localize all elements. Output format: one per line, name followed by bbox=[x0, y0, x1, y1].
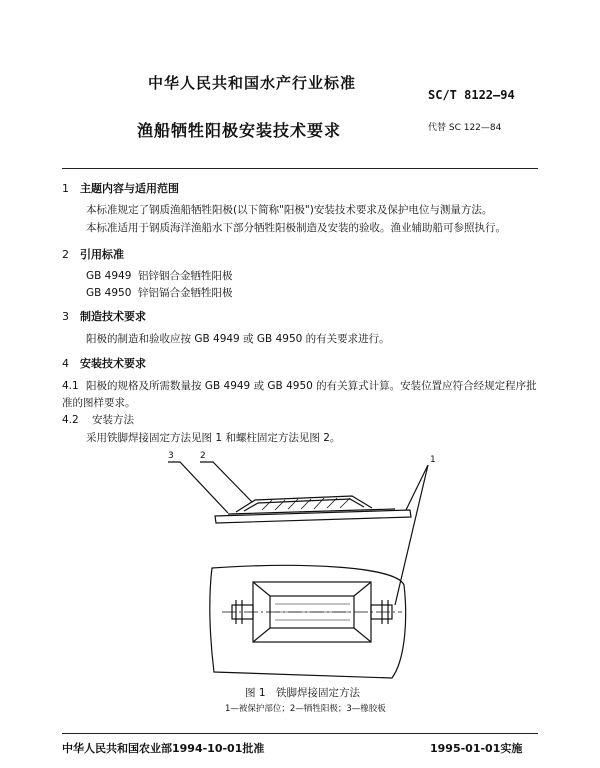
clause-4-2-title: 安装方法 bbox=[92, 414, 134, 426]
clause-4-2-paragraph: 采用铁脚焊接固定方法见图 1 和螺柱固定方法见图 2。 bbox=[86, 432, 341, 444]
clause-4-2-number: 4.2 bbox=[62, 414, 79, 426]
footer-divider bbox=[62, 733, 538, 734]
anode-side-inner bbox=[244, 499, 364, 511]
clause-4-1-number: 4.1 bbox=[62, 380, 79, 392]
section-3-paragraph: 阳极的制造和验收应按 GB 4949 或 GB 4950 的有关要求进行。 bbox=[86, 333, 390, 345]
section-2-title: 引用标准 bbox=[80, 248, 124, 261]
clause-4-1-text: 阳极的规格及所需数量按 GB 4949 或 GB 4950 的有关算式计算。安装位置应符合经规定程序批 bbox=[86, 380, 537, 392]
approval-line: 中华人民共和国农业部1994-10-01批准 bbox=[62, 742, 265, 755]
anode-plan-corner bbox=[253, 582, 270, 596]
reference-code: GB 4949 bbox=[86, 270, 132, 282]
clause-4-1-continuation: 准的图样要求。 bbox=[62, 397, 136, 409]
document-title: 渔船牺牲阳极安装技术要求 bbox=[137, 121, 342, 140]
replaces-standard: 代替 SC 122—84 bbox=[428, 123, 502, 133]
reference-name: 锌铝镉合金牺牲阳极 bbox=[138, 287, 233, 299]
leader-line-1b bbox=[395, 465, 428, 605]
figure-label-1: 1 bbox=[430, 455, 436, 465]
section-1-title: 主题内容与适用范围 bbox=[80, 182, 179, 195]
leader-line-3 bbox=[168, 462, 228, 513]
leader-line-1a bbox=[406, 465, 428, 510]
leader-line-2 bbox=[200, 462, 252, 502]
figure-label-3: 3 bbox=[168, 451, 174, 461]
section-1-number: 1 bbox=[62, 182, 69, 195]
figure-legend: 1—被保护部位；2—牺牲阳极；3—橡胶板 bbox=[225, 704, 386, 714]
anode-plan-corner bbox=[253, 628, 270, 642]
reference-code: GB 4950 bbox=[86, 287, 132, 299]
anode-plan-corner bbox=[354, 582, 371, 596]
figure-caption: 图 1 铁脚焊接固定方法 bbox=[245, 687, 361, 699]
issuing-body-title: 中华人民共和国水产行业标准 bbox=[148, 74, 357, 92]
reference-name: 铝锌铟合金牺牲阳极 bbox=[138, 270, 233, 282]
section-3-number: 3 bbox=[62, 310, 69, 323]
section-3-title: 制造技术要求 bbox=[80, 310, 146, 323]
section-4-title: 安装技术要求 bbox=[80, 357, 146, 370]
anode-plan-corner bbox=[354, 628, 371, 642]
implementation-date: 1995-01-01实施 bbox=[430, 742, 523, 755]
standard-code: SC/T 8122—94 bbox=[428, 88, 515, 102]
figure-label-2: 2 bbox=[200, 451, 206, 461]
section-4-number: 4 bbox=[62, 357, 69, 370]
section-1-paragraph-2: 本标准适用于钢质海洋渔船水下部分牺牲阳极制造及安装的验收。渔业辅助船可参照执行。 bbox=[86, 222, 506, 234]
section-2-number: 2 bbox=[62, 248, 69, 261]
section-1-paragraph-1: 本标准规定了钢质渔船牺牲阳极(以下简称"阳极")安装技术要求及保护电位与测量方法。 bbox=[86, 204, 493, 216]
